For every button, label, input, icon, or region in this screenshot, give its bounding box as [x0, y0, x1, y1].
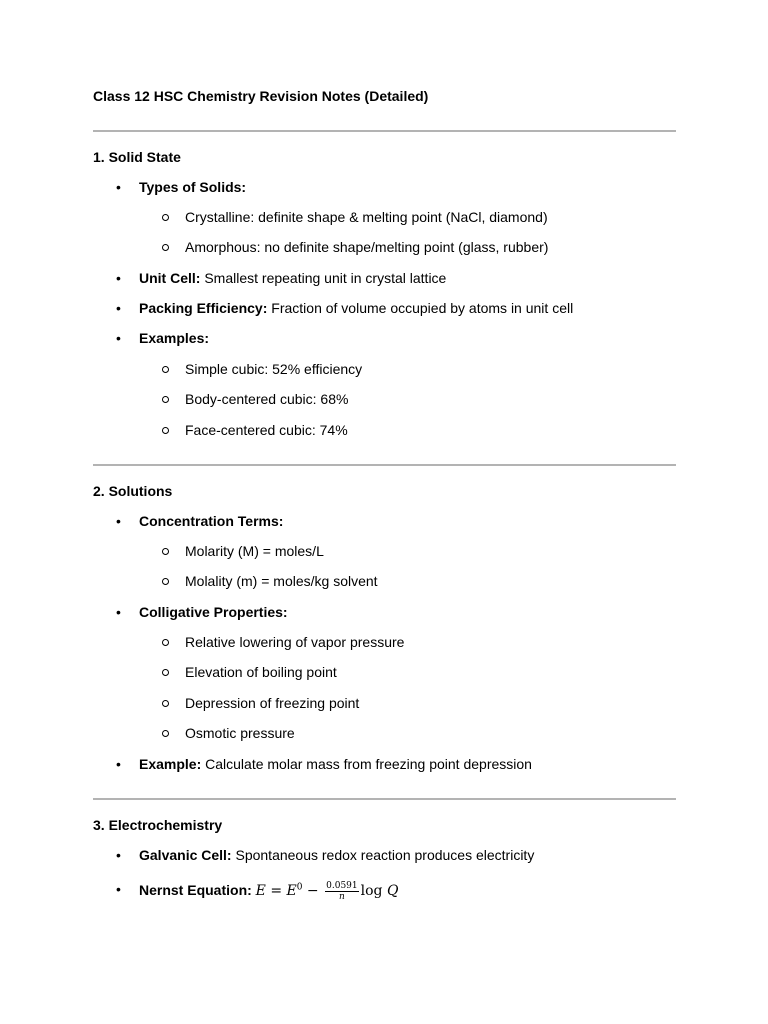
- item-text: Fraction of volume occupied by atoms in unit cell: [267, 300, 574, 316]
- sub-list-item: [185, 573, 378, 589]
- list-item: [116, 179, 247, 195]
- fraction-denominator: n: [338, 892, 345, 902]
- item-label: Packing Efficiency:: [139, 300, 268, 316]
- item-label: Examples:: [139, 330, 210, 346]
- bullet-icon: •: [116, 604, 121, 620]
- item-label: Types of Solids:: [139, 179, 247, 195]
- bullet-icon: •: [116, 881, 121, 897]
- sub-item-text: Simple cubic: 52% efficiency: [185, 361, 363, 377]
- bullet-icon: •: [116, 756, 121, 772]
- equation-fraction: [325, 881, 359, 902]
- item-text: Smallest repeating unit in crystal lattice: [200, 270, 447, 286]
- sub-item-text: Relative lowering of vapor pressure: [185, 634, 405, 650]
- list-item: [116, 330, 210, 346]
- circle-bullet-icon: [162, 427, 169, 434]
- circle-bullet-icon: [162, 396, 169, 403]
- item-label: Colligative Properties:: [139, 604, 288, 620]
- bullet-icon: •: [116, 847, 121, 863]
- circle-bullet-icon: [162, 639, 169, 646]
- sub-list-item: [185, 422, 348, 438]
- section-heading-electrochemistry: 3. Electrochemistry: [93, 817, 223, 833]
- sub-item-text: Elevation of boiling point: [185, 664, 337, 680]
- item-text: Spontaneous redox reaction produces electricity: [231, 847, 535, 863]
- list-item: [116, 300, 574, 316]
- sub-item-text: Molarity (M) = moles/L: [185, 543, 324, 559]
- sub-list-item: [185, 725, 295, 741]
- sub-item-text: Crystalline: definite shape & melting point (NaCl, diamond): [185, 209, 548, 225]
- bullet-icon: •: [116, 179, 121, 195]
- circle-bullet-icon: [162, 366, 169, 373]
- sub-list-item: [185, 391, 348, 407]
- bullet-icon: •: [116, 513, 121, 529]
- horizontal-rule: [93, 130, 676, 132]
- nernst-equation: [255, 881, 399, 902]
- circle-bullet-icon: [162, 578, 169, 585]
- sub-item-text: Face-centered cubic: 74%: [185, 422, 348, 438]
- sub-list-item: [185, 209, 548, 225]
- document-title: Class 12 HSC Chemistry Revision Notes (Detailed): [93, 88, 429, 104]
- list-item: [116, 756, 532, 772]
- list-item: [116, 270, 447, 286]
- equation-log: log: [360, 883, 387, 900]
- bullet-icon: •: [116, 330, 121, 346]
- item-label: Concentration Terms:: [139, 513, 284, 529]
- section-heading-solid-state: 1. Solid State: [93, 149, 181, 165]
- fraction-numerator: 0.0591: [326, 881, 358, 891]
- equation-superscript: 0: [296, 882, 303, 893]
- list-item: [116, 604, 288, 620]
- circle-bullet-icon: [162, 244, 169, 251]
- bullet-icon: •: [116, 270, 121, 286]
- sub-item-text: Depression of freezing point: [185, 695, 360, 711]
- sub-item-text: Molality (m) = moles/kg solvent: [185, 573, 378, 589]
- sub-list-item: [185, 543, 324, 559]
- sub-list-item: [185, 695, 359, 711]
- equation-lhs: E = E: [255, 883, 297, 900]
- circle-bullet-icon: [162, 548, 169, 555]
- list-item: [116, 513, 284, 529]
- item-label: Unit Cell:: [139, 270, 201, 286]
- horizontal-rule: [93, 464, 676, 466]
- sub-item-text: Body-centered cubic: 68%: [185, 391, 349, 407]
- equation-q: Q: [386, 883, 399, 900]
- sub-list-item: [185, 664, 337, 680]
- section-heading-solutions: 2. Solutions: [93, 483, 173, 499]
- item-label: Example:: [139, 756, 202, 772]
- circle-bullet-icon: [162, 669, 169, 676]
- sub-list-item: [185, 634, 404, 650]
- sub-list-item: [185, 239, 548, 255]
- horizontal-rule: [93, 798, 676, 800]
- item-label: Galvanic Cell:: [139, 847, 232, 863]
- sub-list-item: [185, 361, 362, 377]
- equation-minus: −: [302, 883, 324, 900]
- circle-bullet-icon: [162, 700, 169, 707]
- item-text: Calculate molar mass from freezing point depression: [201, 756, 532, 772]
- sub-item-text: Amorphous: no definite shape/melting point (glass, rubber): [185, 239, 549, 255]
- sub-item-text: Osmotic pressure: [185, 725, 295, 741]
- list-item: [116, 881, 399, 902]
- circle-bullet-icon: [162, 730, 169, 737]
- list-item: [116, 847, 535, 863]
- circle-bullet-icon: [162, 214, 169, 221]
- bullet-icon: •: [116, 300, 121, 316]
- item-label: Nernst Equation:: [139, 882, 252, 899]
